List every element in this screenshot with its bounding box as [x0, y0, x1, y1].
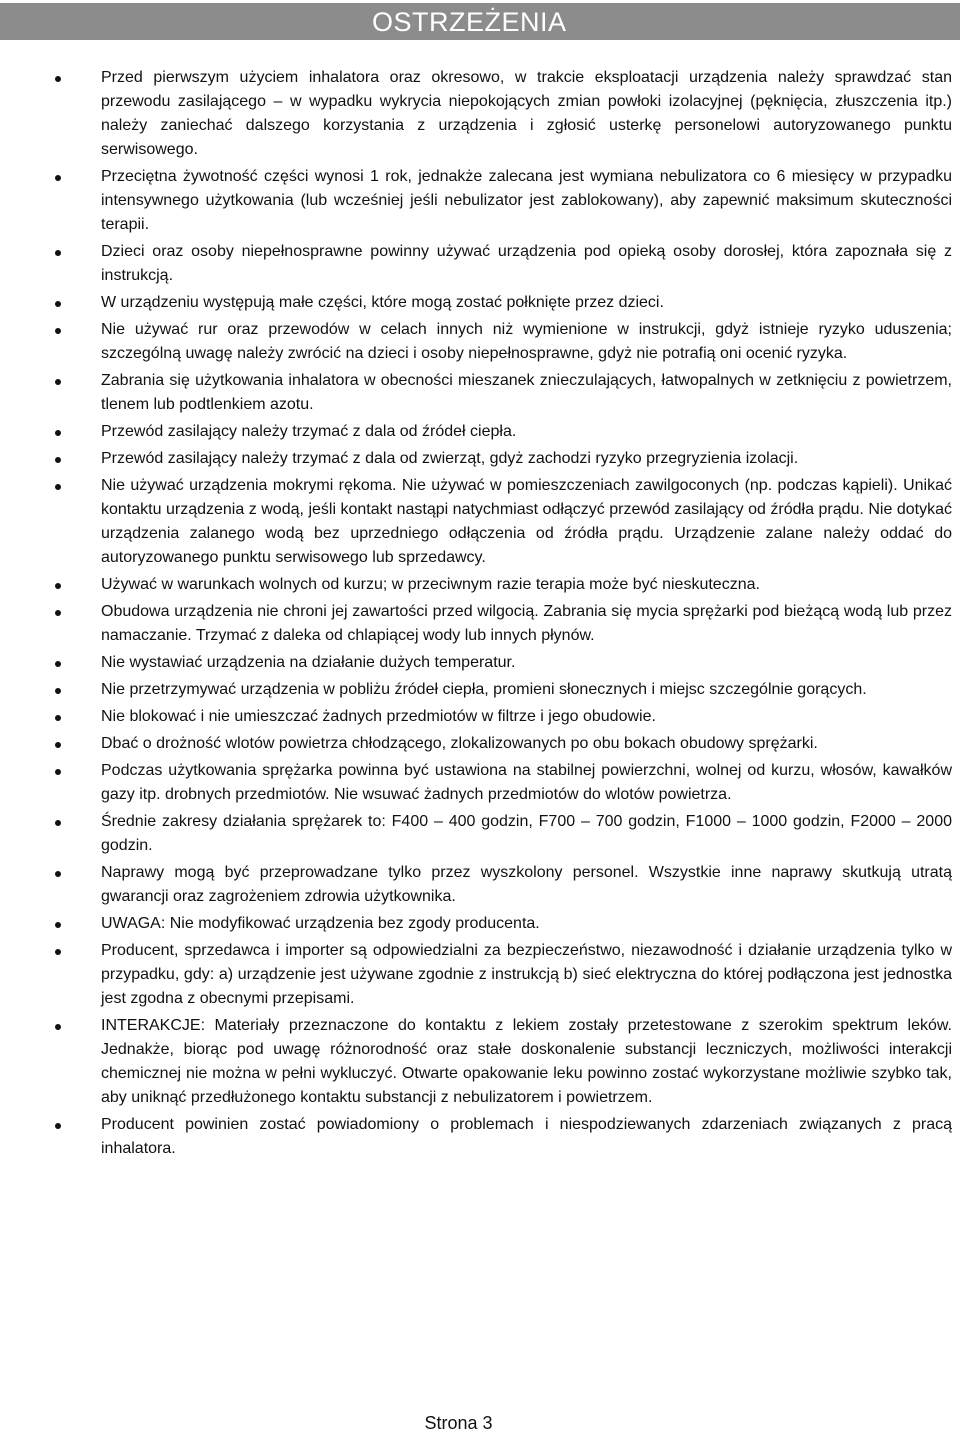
page-number: Strona 3 [424, 1413, 493, 1433]
warning-item [0, 291, 960, 315]
warning-item [0, 705, 960, 729]
warning-text: Nie blokować i nie umieszczać żadnych przedmiotów w filtrze i jego obudowie. [101, 708, 656, 725]
warning-text: Nie przetrzymywać urządzenia w pobliżu źródeł ciepła, promieni słonecznych i miejsc szczególnie gorących. [101, 681, 867, 698]
bullet-icon [55, 301, 61, 307]
warning-item [0, 1014, 960, 1110]
warning-text: Nie używać urządzenia mokrymi rękoma. Nie używać w pomieszczeniach zawilgoconych (np. podczas kąpieli). Unikać kontaktu urządzenia z wodą, jeśli kontakt nastąpi natychmiast odłączyć przewód zasilający od źródła prądu. Nie dotykać urządzenia zalanego wodą bez uprzedniego odłączenia od źródła prądu. Urządzenie zalane należy oddać do autoryzowanego punktu serwisowego lub sprzedawcy. [101, 477, 952, 566]
warning-text: Przewód zasilający należy trzymać z dala od zwierząt, gdyż zachodzi ryzyko przegryzienia izolacji. [101, 450, 799, 467]
warning-text: Dzieci oraz osoby niepełnosprawne powinny używać urządzenia pod opieką osoby dorosłej, która zapoznała się z instrukcją. [101, 243, 952, 284]
bullet-icon [55, 610, 61, 616]
warning-item [0, 600, 960, 648]
bullet-icon [55, 820, 61, 826]
section-title: OSTRZEŻENIA [372, 7, 567, 37]
warning-text: Naprawy mogą być przeprowadzane tylko przez wyszkolony personel. Wszystkie inne naprawy skutkują utratą gwarancji oraz zagrożeniem zdrowia użytkownika. [101, 864, 952, 905]
bullet-icon [55, 76, 61, 82]
warning-text: Używać w warunkach wolnych od kurzu; w przeciwnym razie terapia może być nieskuteczna. [101, 576, 760, 593]
warning-text: Nie używać rur oraz przewodów w celach innych niż wymienione w instrukcji, gdyż istnieje ryzyko uduszenia; szczególną uwagę należy zwrócić na dzieci i osoby niepełnosprawne, gdyż nie potrafią oni ocenić ryzyka. [101, 321, 952, 362]
bullet-icon [55, 922, 61, 928]
bullet-icon [55, 715, 61, 721]
bullet-icon [55, 457, 61, 463]
bullet-icon [55, 328, 61, 334]
warning-text: Przed pierwszym użyciem inhalatora oraz okresowo, w trakcie eksploatacji urządzenia należy sprawdzać stan przewodu zasilającego – w wypadku wykrycia niepokojących zmian powłoki izolacyjnej (pęknięcia, złuszczenia itp.) należy zaniechać dalszego korzystania z urządzenia i zgłosić usterkę personelowi autoryzowanego punktu serwisowego. [101, 69, 952, 158]
bullet-icon [55, 379, 61, 385]
bullet-icon [55, 250, 61, 256]
warning-item [0, 678, 960, 702]
warning-item [0, 420, 960, 444]
warning-text: Producent powinien zostać powiadomiony o problemach i niespodziewanych zdarzeniach związanych z pracą inhalatora. [101, 1116, 952, 1157]
bullet-icon [55, 484, 61, 490]
warning-text: Nie wystawiać urządzenia na działanie dużych temperatur. [101, 654, 516, 671]
warning-item [0, 240, 960, 288]
warning-text: Przeciętna żywotność części wynosi 1 rok, jednakże zalecana jest wymiana nebulizatora co 6 miesięcy w przypadku intensywnego użytkowania (lub wcześniej jeśli nebulizator jest zablokowany), aby zapewnić maksimum skuteczności terapii. [101, 168, 952, 233]
bullet-icon [55, 688, 61, 694]
warning-item [0, 369, 960, 417]
bullet-icon [55, 430, 61, 436]
warning-item [0, 651, 960, 675]
bullet-icon [55, 1024, 61, 1030]
warning-item [0, 732, 960, 756]
warning-text: Podczas użytkowania sprężarka powinna być ustawiona na stabilnej powierzchni, wolnej od kurzu, włosów, kawałków gazy itp. drobnych przedmiotów. Nie wsuwać żadnych przedmiotów do wlotów powietrza. [101, 762, 952, 803]
warning-item [0, 66, 960, 162]
bullet-icon [55, 175, 61, 181]
warning-text: INTERAKCJE: Materiały przeznaczone do kontaktu z lekiem zostały przetestowane z szerokim spektrum leków. Jednakże, biorąc pod uwagę różnorodność oraz stałe doskonalenie substancji leczniczych, możliwości interakcji chemicznej nie można w pełni wykluczyć. Otwarte opakowanie leku powinno zostać wykorzystane możliwie szybko tak, aby uniknąć przedłużonego kontaktu substancji z nebulizatorem i powietrzem. [101, 1017, 952, 1106]
warning-text: W urządzeniu występują małe części, które mogą zostać połknięte przez dzieci. [101, 294, 664, 311]
warning-text: Zabrania się użytkowania inhalatora w obecności mieszanek znieczulających, łatwopalnych w zetknięciu z powietrzem, tlenem lub podtlenkiem azotu. [101, 372, 952, 413]
warning-item [0, 1113, 960, 1161]
bullet-icon [55, 583, 61, 589]
bullet-icon [55, 949, 61, 955]
bullet-icon [55, 661, 61, 667]
warning-item [0, 912, 960, 936]
warning-item [0, 861, 960, 909]
warning-text: Producent, sprzedawca i importer są odpowiedzialni za bezpieczeństwo, niezawodność i działanie urządzenia tylko w przypadku, gdy: a) urządzenie jest używane zgodnie z instrukcją b) sieć elektryczna do której podłączona jest jednostka jest zgodna z obecnymi przepisami. [101, 942, 952, 1007]
warning-item [0, 573, 960, 597]
warning-item [0, 810, 960, 858]
section-header-bar [0, 3, 960, 40]
warning-item [0, 474, 960, 570]
bullet-icon [55, 1123, 61, 1129]
warning-item [0, 759, 960, 807]
warning-text: Obudowa urządzenia nie chroni jej zawartości przed wilgocią. Zabrania się mycia sprężarki pod bieżącą wodą lub przez namaczanie. Trzymać z daleka od chlapiącej wody lub innych płynów. [101, 603, 952, 644]
warning-item [0, 447, 960, 471]
bullet-icon [55, 742, 61, 748]
warning-item [0, 318, 960, 366]
warning-item [0, 939, 960, 1011]
bullet-icon [55, 769, 61, 775]
warning-text: Dbać o drożność wlotów powietrza chłodzącego, zlokalizowanych po obu bokach obudowy sprężarki. [101, 735, 818, 752]
bullet-icon [55, 871, 61, 877]
warnings-list [0, 66, 960, 1164]
warning-text: UWAGA: Nie modyfikować urządzenia bez zgody producenta. [101, 915, 540, 932]
warning-text: Średnie zakresy działania sprężarek to: F400 – 400 godzin, F700 – 700 godzin, F1000 – 1000 godzin, F2000 – 2000 godzin. [101, 813, 952, 854]
warning-item [0, 165, 960, 237]
warning-text: Przewód zasilający należy trzymać z dala od źródeł ciepła. [101, 423, 517, 440]
